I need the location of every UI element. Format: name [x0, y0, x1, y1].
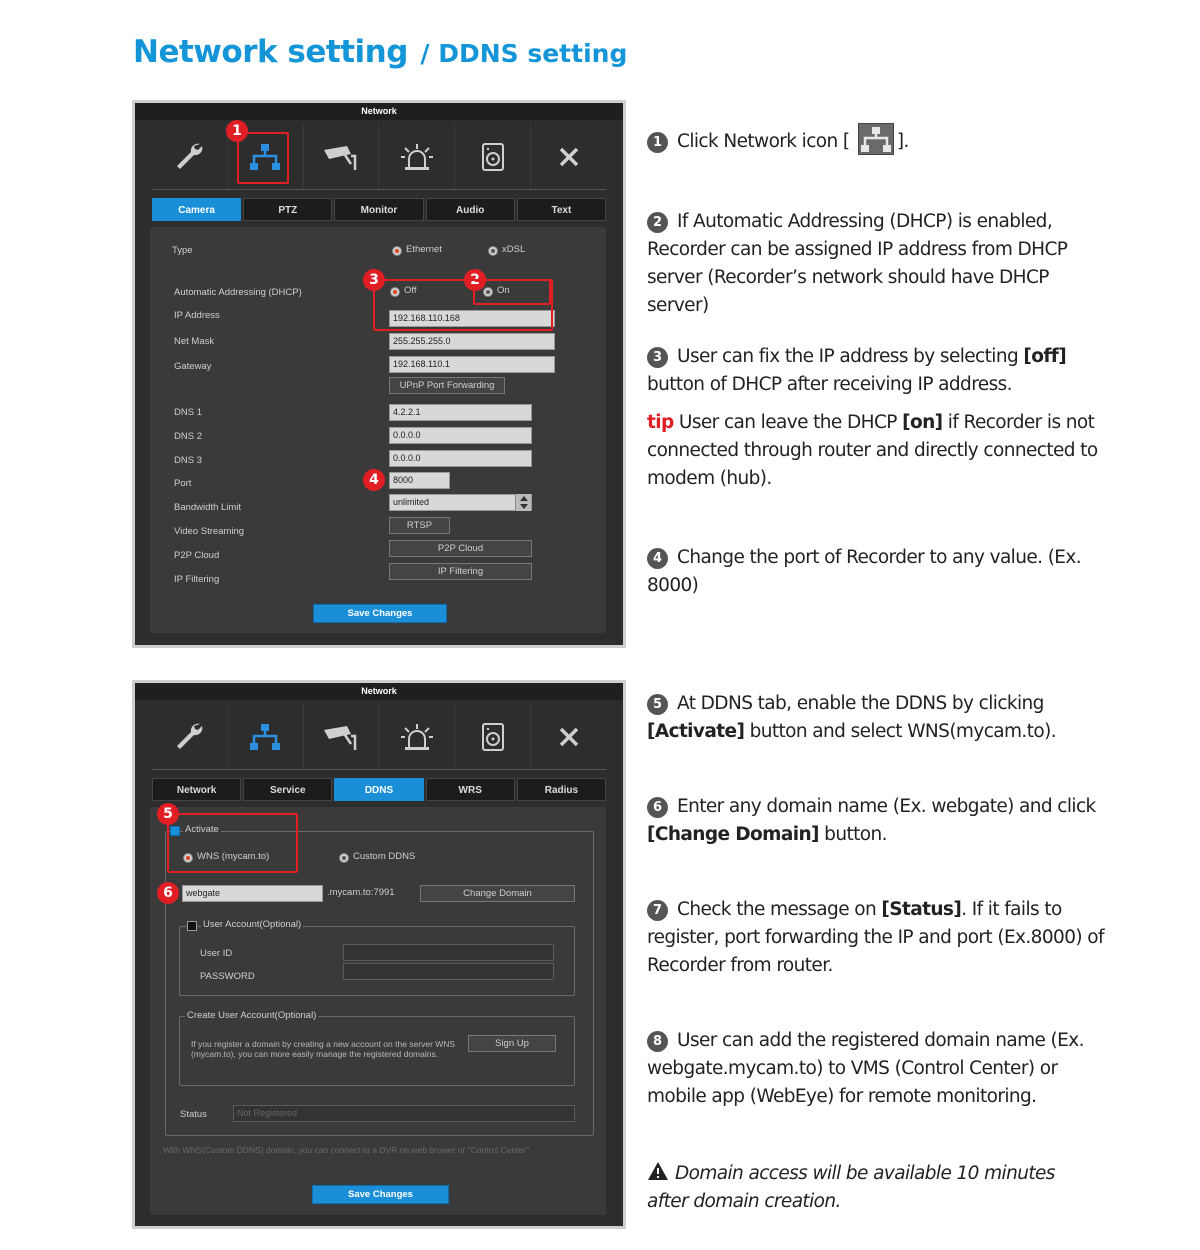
step-4 — [647, 544, 1107, 600]
rtsp-button[interactable]: RTSP — [389, 517, 450, 534]
create-account-label: Create User Account(Optional) — [187, 1010, 317, 1021]
netmask-label: Net Mask — [174, 336, 215, 347]
badge-3: 3 — [363, 269, 385, 291]
close-icon — [557, 145, 581, 169]
custom-ddns-radio[interactable] — [339, 853, 349, 863]
tab-text[interactable]: Text — [517, 198, 606, 221]
step-6 — [647, 793, 1107, 849]
gateway-label: Gateway — [174, 361, 212, 372]
dns2-label: DNS 2 — [174, 431, 202, 442]
step-number: 8 — [647, 1031, 668, 1052]
step-text: Change the port of Recorder to any value. (Ex. 8000) — [647, 547, 1082, 596]
ip-address-field[interactable]: 192.168.110.168 — [389, 310, 555, 327]
upnp-button[interactable]: UPnP Port Forwarding — [389, 377, 505, 394]
step-number: 1 — [647, 132, 668, 153]
alarm-menu[interactable] — [379, 703, 455, 770]
warning-icon — [647, 1161, 669, 1181]
step-8 — [647, 1027, 1107, 1111]
menu-icon-bar — [152, 703, 606, 770]
change-domain-button[interactable]: Change Domain — [420, 885, 575, 902]
step-1 — [647, 123, 1107, 156]
cctv-camera-icon — [321, 722, 361, 752]
storage-icon — [480, 722, 506, 752]
step-emphasis: [Activate] — [647, 721, 745, 742]
network-icon — [248, 722, 282, 752]
title-sub: / DDNS setting — [420, 39, 628, 68]
bandwidth-label: Bandwidth Limit — [174, 502, 242, 513]
badge-6: 6 — [157, 882, 179, 904]
tab-service[interactable]: Service — [243, 778, 332, 801]
step-text-end: button and select WNS(mycam.to). — [749, 721, 1056, 742]
storage-icon — [480, 142, 506, 172]
step-text-end: ]. — [896, 131, 909, 152]
password-field[interactable] — [343, 963, 554, 980]
tab-ptz[interactable]: PTZ — [243, 198, 332, 221]
window-title: Network — [135, 103, 623, 120]
tab-network[interactable]: Network — [152, 778, 241, 801]
user-id-field[interactable] — [343, 944, 554, 961]
netmask-field[interactable]: 255.255.255.0 — [389, 333, 555, 350]
dns1-label: DNS 1 — [174, 407, 202, 418]
highlight-dhcp-off-ip — [373, 279, 553, 331]
tip-emphasis: [on] — [902, 412, 943, 433]
status-label: Status — [180, 1109, 207, 1120]
user-account-group — [179, 926, 575, 996]
step-7 — [647, 896, 1107, 980]
custom-ddns-label: Custom DDNS — [353, 851, 416, 862]
user-id-label: User ID — [200, 948, 233, 959]
domain-field[interactable]: webgate — [182, 885, 323, 902]
user-account-label: User Account(Optional) — [203, 919, 302, 930]
password-label: PASSWORD — [200, 971, 255, 982]
setup-menu[interactable] — [152, 123, 228, 190]
bandwidth-select[interactable]: unlimited — [389, 494, 532, 511]
tab-bar — [152, 778, 606, 801]
tab-wrs[interactable]: WRS — [426, 778, 515, 801]
port-field[interactable]: 8000 — [389, 472, 450, 489]
badge-4: 4 — [363, 469, 385, 491]
dhcp-off-label: Off — [404, 285, 417, 296]
camera-menu[interactable] — [304, 703, 380, 770]
highlight-network-icon — [237, 132, 289, 184]
tab-radius[interactable]: Radius — [517, 778, 606, 801]
divider — [152, 769, 606, 770]
step-number: 5 — [647, 694, 668, 715]
tip — [647, 409, 1107, 493]
ddns-panel — [132, 680, 626, 1229]
badge-1: 1 — [226, 120, 248, 142]
storage-menu[interactable] — [455, 703, 531, 770]
storage-menu[interactable] — [455, 123, 531, 190]
alarm-icon — [400, 722, 434, 752]
dns2-field[interactable]: 0.0.0.0 — [389, 427, 532, 444]
save-button[interactable]: Save Changes — [313, 604, 447, 623]
step-text-end: . If it fails to register, port forwarding the IP and port (Ex.8000) of Recorder from router. — [647, 899, 1104, 976]
tip-label: tip — [647, 412, 674, 433]
bandwidth-spinner[interactable] — [515, 494, 531, 511]
ethernet-radio[interactable] — [392, 246, 402, 256]
step-number: 6 — [647, 797, 668, 818]
video-streaming-label: Video Streaming — [174, 526, 245, 537]
dns3-field[interactable]: 0.0.0.0 — [389, 450, 532, 467]
wrench-icon — [172, 140, 206, 174]
step-number: 4 — [647, 548, 668, 569]
title-main: Network setting — [133, 34, 408, 70]
dns1-field[interactable]: 4.2.2.1 — [389, 404, 532, 421]
tab-bar — [152, 198, 606, 221]
tab-audio[interactable]: Audio — [426, 198, 515, 221]
step-emphasis: [Status] — [881, 899, 962, 920]
ip-filtering-button[interactable]: IP Filtering — [389, 563, 532, 580]
step-number: 2 — [647, 212, 668, 233]
network-menu[interactable] — [228, 703, 304, 770]
dhcp-label: Automatic Addressing (DHCP) — [174, 287, 302, 298]
network-icon — [858, 123, 894, 155]
step-number: 3 — [647, 347, 668, 368]
tip-text-end: if Recorder is not connected through router and directly connected to modem (hub). — [647, 412, 1098, 489]
tab-camera[interactable]: Camera — [152, 198, 241, 221]
setup-menu[interactable] — [152, 703, 228, 770]
type-label: Type — [172, 245, 193, 256]
domain-suffix: .mycam.to:7991 — [327, 887, 395, 898]
ethernet-label: Ethernet — [406, 244, 442, 255]
step-number: 7 — [647, 900, 668, 921]
wrench-icon — [172, 720, 206, 754]
ip-label: IP Address — [174, 310, 220, 321]
user-account-checkbox[interactable] — [187, 921, 197, 931]
warning-text: Domain access will be available 10 minutes after domain creation. — [647, 1163, 1055, 1212]
sign-up-button[interactable]: Sign Up — [468, 1035, 556, 1052]
p2p-button[interactable]: P2P Cloud — [389, 540, 532, 557]
tab-monitor[interactable]: Monitor — [334, 198, 423, 221]
camera-menu[interactable] — [304, 123, 380, 190]
step-text: Check the message on — [677, 899, 877, 920]
network-panel — [132, 100, 626, 648]
ddns-footnote: With WNS(Custom DDNS) domain, you can connect to a DVR on web brower or "Control Center". — [163, 1145, 532, 1155]
cctv-camera-icon — [321, 142, 361, 172]
xdsl-label: xDSL — [502, 244, 526, 255]
menu-icon-bar — [152, 123, 606, 190]
step-text: If Automatic Addressing (DHCP) is enabled, Recorder can be assigned IP address from DHCP server (Recorder’s network should have DHCP server) — [647, 211, 1068, 316]
badge-2: 2 — [464, 269, 486, 291]
step-text: At DDNS tab, enable the DDNS by clicking — [677, 693, 1044, 714]
gateway-field[interactable]: 192.168.110.1 — [389, 356, 555, 373]
warning-note — [647, 1160, 1067, 1216]
tab-ddns[interactable]: DDNS — [334, 778, 423, 801]
badge-5: 5 — [157, 803, 179, 825]
close-menu[interactable] — [531, 123, 606, 190]
highlight-activate-wns — [167, 813, 298, 873]
step-emphasis: [off] — [1023, 346, 1067, 367]
alarm-icon — [400, 142, 434, 172]
save-button[interactable]: Save Changes — [312, 1185, 449, 1204]
window-title: Network — [135, 683, 623, 700]
tip-text: User can leave the DHCP — [678, 412, 897, 433]
step-text-end: button. — [824, 824, 887, 845]
step-text-end: button of DHCP after receiving IP address. — [647, 374, 1012, 395]
step-text: Click Network icon [ — [677, 131, 850, 152]
ip-filtering-label: IP Filtering — [174, 574, 220, 585]
close-icon — [557, 725, 581, 749]
step-text: User can fix the IP address by selecting — [677, 346, 1019, 367]
step-emphasis: [Change Domain] — [647, 824, 819, 845]
divider — [152, 189, 606, 190]
xdsl-radio[interactable] — [488, 246, 498, 256]
alarm-menu[interactable] — [379, 123, 455, 190]
wns-label: WNS (mycam.to) — [197, 851, 270, 862]
step-text: Enter any domain name (Ex. webgate) and click — [677, 796, 1096, 817]
page-title — [133, 34, 627, 70]
create-account-text: If you register a domain by creating a new account on the server WNS (mycam.to), you can more easily manage the registered domains. — [191, 1039, 456, 1059]
p2p-label: P2P Cloud — [174, 550, 220, 561]
step-3 — [647, 343, 1107, 399]
step-2 — [647, 208, 1107, 320]
dhcp-on-label: On — [497, 285, 510, 296]
step-text: User can add the registered domain name (Ex. webgate.mycam.to) to VMS (Control Center) or mobile app (WebEye) for remote monitoring. — [647, 1030, 1084, 1107]
close-menu[interactable] — [531, 703, 606, 770]
status-field: Not Registered — [233, 1105, 575, 1122]
dns3-label: DNS 3 — [174, 455, 202, 466]
port-label: Port — [174, 478, 192, 489]
activate-label: Activate — [185, 824, 219, 835]
step-5 — [647, 690, 1107, 746]
